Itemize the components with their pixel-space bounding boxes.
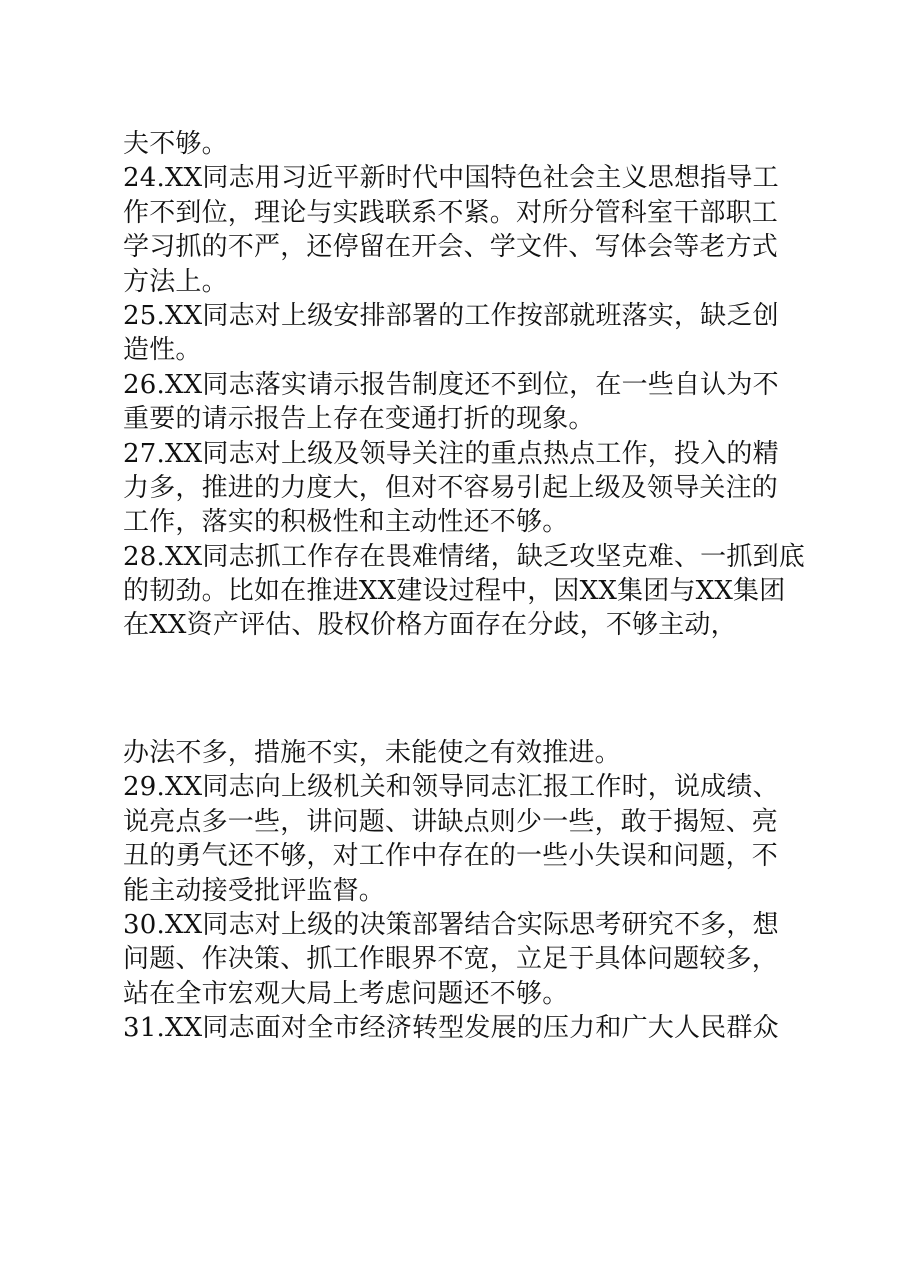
text-line: 工作，落实的积极性和主动性还不够。 [123, 507, 569, 538]
text-line: 能主动接受批评监督。 [123, 875, 386, 906]
text-line: 造性。 [123, 335, 202, 366]
text-line: 丑的勇气还不够，对工作中存在的一些小失误和问题，不 [123, 841, 779, 872]
text-line: 在XX资产评估、股权价格方面存在分歧，不够主动， [123, 610, 737, 641]
text-line: 的韧劲。比如在推进XX建设过程中，因XX集团与XX集团 [123, 576, 786, 607]
text-line: 站在全市宏观大局上考虑问题还不够。 [123, 978, 569, 1009]
text-line: 重要的请示报告上存在变通打折的现象。 [123, 404, 595, 435]
text-block-upper [123, 127, 813, 643]
text-line: 办法不多，措施不实，未能使之有效推进。 [123, 738, 621, 768]
text-line: 作不到位，理论与实践联系不紧。对所分管科室干部职工 [123, 197, 779, 228]
text-line: 24.XX同志用习近平新时代中国特色社会主义思想指导工 [123, 163, 779, 194]
text-line: 28.XX同志抓工作存在畏难情绪，缺乏攻坚克难、一抓到底 [123, 541, 805, 572]
text-line: 夫不够。 [123, 129, 228, 159]
text-line: 31.XX同志面对全市经济转型发展的压力和广大人民群众 [123, 1013, 779, 1044]
text-line: 力多，推进的力度大，但对不容易引起上级及领导关注的 [123, 472, 779, 503]
text-line: 说亮点多一些，讲问题、讲缺点则少一些，敢于揭短、亮 [123, 806, 779, 837]
text-line: 学习抓的不严，还停留在开会、学文件、写体会等老方式 [123, 232, 779, 263]
text-line: 27.XX同志对上级及领导关注的重点热点工作，投入的精 [123, 438, 779, 469]
text-block-lower [123, 736, 813, 1046]
text-line: 26.XX同志落实请示报告制度还不到位，在一些自认为不 [123, 369, 779, 400]
text-line: 问题、作决策、抓工作眼界不宽，立足于具体问题较多， [123, 944, 779, 975]
text-line: 方法上。 [123, 266, 228, 297]
text-line: 29.XX同志向上级机关和领导同志汇报工作时，说成绩、 [123, 772, 779, 803]
text-line: 25.XX同志对上级安排部署的工作按部就班落实，缺乏创 [123, 300, 779, 331]
text-line: 30.XX同志对上级的决策部署结合实际思考研究不多，想 [123, 909, 779, 940]
